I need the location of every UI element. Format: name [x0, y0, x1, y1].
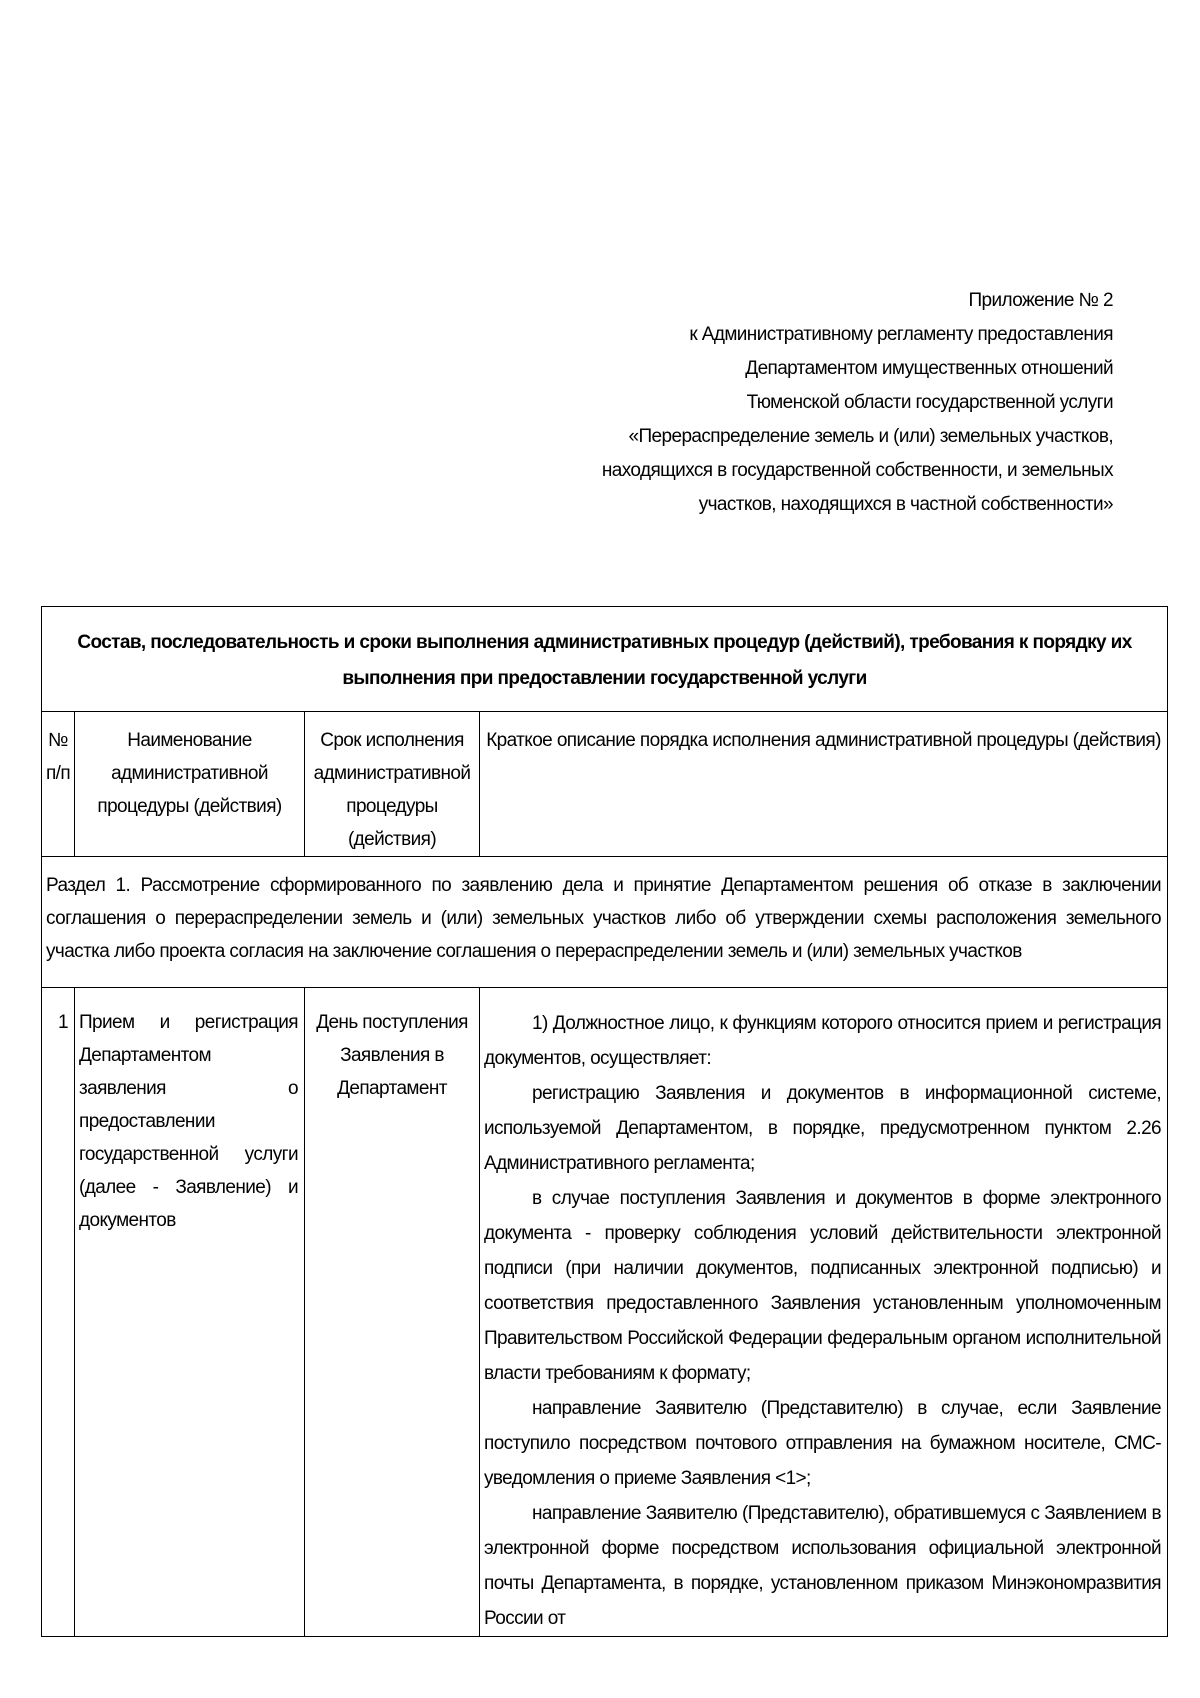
header-line: Тюменской области государственной услуги [746, 392, 1113, 413]
appendix-header [513, 284, 1113, 522]
column-header-num: № п/п [42, 712, 75, 857]
procedure-name: Прием и регистрация Департаментом заявления о предоставлении государственной услуги (далее - Заявление) и документов [75, 988, 305, 1637]
header-line: Департаментом имущественных отношений [745, 358, 1113, 379]
header-line: «Перераспределение земель и (или) земельных участков, [628, 426, 1113, 447]
header-line: участков, находящихся в частной собственности» [698, 494, 1113, 515]
header-line: находящихся в государственной собственности, и земельных [601, 460, 1113, 481]
description-paragraph: направление Заявителю (Представителю), обратившемуся с Заявлением в электронной форме посредством использования официальной электронной почты Департамента, в порядке, установленном приказом Минэкономразвития России от [484, 1503, 1162, 1629]
column-header-term: Срок исполнения административной процедуры (действия) [305, 712, 480, 857]
column-header-name: Наименование административной процедуры (действия) [75, 712, 305, 857]
description-paragraph: направление Заявителю (Представителю) в случае, если Заявление поступило посредством почтового отправления на бумажном носителе, СМС-уведомления о приеме Заявления <1>; [484, 1398, 1162, 1489]
table-title: Состав, последовательность и сроки выполнения административных процедур (действий), требования к порядку их выполнения при предоставлении государственной услуги [42, 607, 1168, 712]
description-paragraph: в случае поступления Заявления и документов в форме электронного документа - проверку соблюдения условий действительности электронной подписи (при наличии документов, подписанных электронной подписью) и соответствия предоставленного Заявления установленным уполномоченным Правительством Российской Федерации федеральным органом исполнительной власти требованиям к формату; [484, 1188, 1162, 1384]
procedures-table [41, 606, 1168, 1637]
procedure-term: День поступления Заявления в Департамент [305, 988, 480, 1637]
description-paragraph: 1) Должностное лицо, к функциям которого относится прием и регистрация документов, осуществляет: [484, 1013, 1162, 1069]
description-paragraph: регистрацию Заявления и документов в информационной системе, используемой Департаментом, в порядке, предусмотренном пунктом 2.26 Административного регламента; [484, 1083, 1162, 1174]
column-header-desc: Краткое описание порядка исполнения административной процедуры (действия) [480, 712, 1168, 857]
header-line: к Административному регламенту предоставления [689, 324, 1113, 345]
header-line: Приложение № 2 [968, 290, 1113, 311]
row-number: 1 [42, 988, 75, 1637]
section-heading: Раздел 1. Рассмотрение сформированного по заявлению дела и принятие Департаментом решения об отказе в заключении соглашения о перераспределении земель и (или) земельных участков либо об утверждении схемы расположения земельного участка либо проекта согласия на заключение соглашения о перераспределении земель и (или) земельных участков [42, 857, 1168, 988]
table-row [42, 988, 1168, 1637]
procedure-description [480, 988, 1168, 1637]
